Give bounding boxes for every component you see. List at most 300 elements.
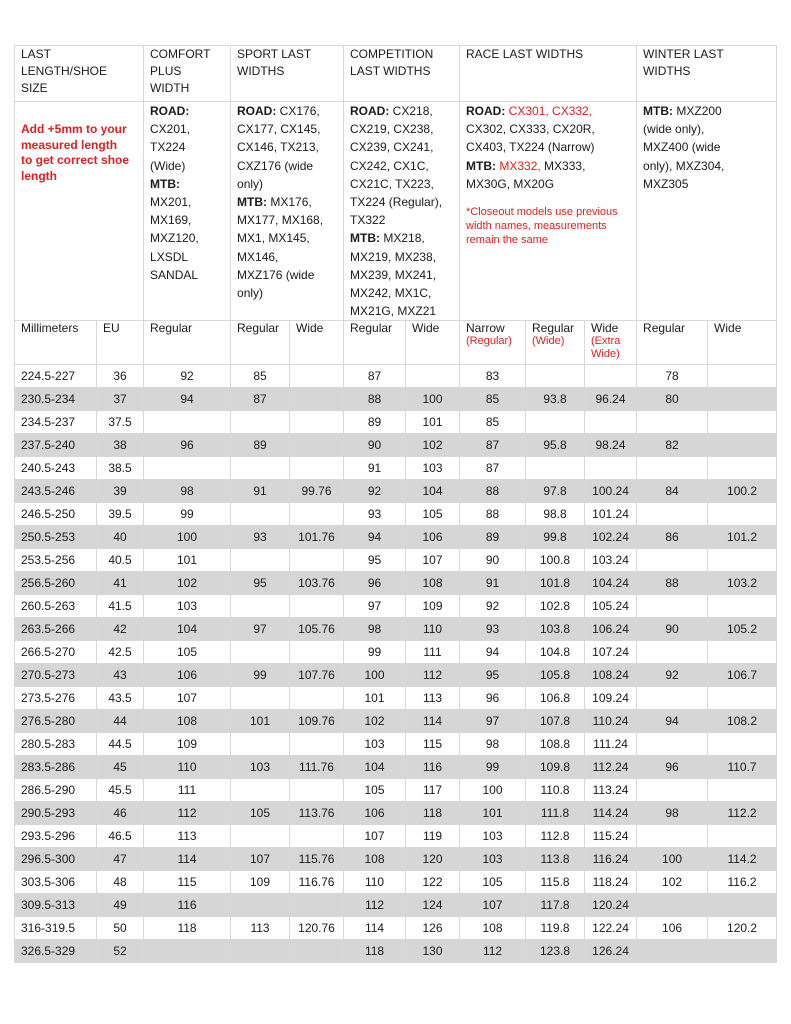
cell-comp-regular: 100 [344, 664, 406, 687]
cell-sport-wide: 109.76 [290, 710, 344, 733]
table-row [15, 480, 777, 503]
table-row [15, 411, 777, 434]
cell-sport-wide [290, 411, 344, 434]
cell-comp-wide: 106 [406, 526, 460, 549]
cell-sport-wide: 120.76 [290, 917, 344, 940]
cell-comp-regular: 108 [344, 848, 406, 871]
cell-race-wide: 115.24 [585, 825, 637, 848]
cell-race-wide: 108.24 [585, 664, 637, 687]
cell-comp-regular: 97 [344, 595, 406, 618]
cell-race-narrow: 107 [460, 894, 526, 917]
cell-sport-regular [231, 825, 290, 848]
shoe-size-table [14, 45, 777, 963]
cell-comp-regular: 92 [344, 480, 406, 503]
cell-winter-wide: 101.2 [708, 526, 777, 549]
cell-comfort-regular: 110 [144, 756, 231, 779]
cell-comp-regular: 112 [344, 894, 406, 917]
cell-sport-wide [290, 940, 344, 963]
cell-sport-regular [231, 411, 290, 434]
cell-sport-regular: 85 [231, 365, 290, 388]
cell-race-regular: 93.8 [526, 388, 585, 411]
cell-comfort-regular: 111 [144, 779, 231, 802]
cell-comp-regular: 94 [344, 526, 406, 549]
table-row [15, 802, 777, 825]
cell-comfort-regular: 96 [144, 434, 231, 457]
cell-comp-wide: 114 [406, 710, 460, 733]
cell-winter-regular: 98 [637, 802, 708, 825]
cell-eu: 37.5 [97, 411, 144, 434]
cell-sport-wide: 115.76 [290, 848, 344, 871]
cell-comp-wide: 107 [406, 549, 460, 572]
cell-sport-regular [231, 894, 290, 917]
cell-race-narrow: 94 [460, 641, 526, 664]
cell-winter-regular: 78 [637, 365, 708, 388]
cell-race-wide: 109.24 [585, 687, 637, 710]
cell-race-narrow: 88 [460, 503, 526, 526]
cell-eu: 45.5 [97, 779, 144, 802]
cell-comfort-regular: 102 [144, 572, 231, 595]
table-row [15, 894, 777, 917]
cell-eu: 39.5 [97, 503, 144, 526]
cell-comp-wide: 109 [406, 595, 460, 618]
table-row [15, 457, 777, 480]
cell-eu: 43.5 [97, 687, 144, 710]
cell-millimeters: 234.5-237 [15, 411, 97, 434]
cell-winter-wide [708, 779, 777, 802]
cell-race-regular [526, 457, 585, 480]
cell-millimeters: 256.5-260 [15, 572, 97, 595]
cell-eu: 44 [97, 710, 144, 733]
cell-sport-regular: 103 [231, 756, 290, 779]
cell-winter-wide [708, 687, 777, 710]
cell-sport-wide [290, 595, 344, 618]
cell-comp-wide: 111 [406, 641, 460, 664]
cell-sport-regular [231, 779, 290, 802]
table-row [15, 710, 777, 733]
cell-winter-wide [708, 434, 777, 457]
table-row [15, 595, 777, 618]
cell-sport-wide [290, 503, 344, 526]
cell-comfort-regular: 115 [144, 871, 231, 894]
cell-race-wide: 101.24 [585, 503, 637, 526]
cell-winter-wide: 120.2 [708, 917, 777, 940]
competition-models: ROAD: CX218, CX219, CX238, CX239, CX241, CX242, CX1C, CX21C, TX223, TX224 (Regular), TX322 MTB: MX218, MX219, MX238, MX239, MX241, MX242, MX1C, MX21G, MXZ21 [344, 102, 460, 321]
cell-comp-wide: 110 [406, 618, 460, 641]
table-row [15, 572, 777, 595]
cell-comp-regular: 105 [344, 779, 406, 802]
cell-sport-wide [290, 733, 344, 756]
cell-comp-wide: 101 [406, 411, 460, 434]
header-comfort-plus: COMFORT PLUS WIDTH [144, 46, 231, 102]
cell-winter-wide: 110.7 [708, 756, 777, 779]
cell-eu: 48 [97, 871, 144, 894]
cell-race-narrow: 97 [460, 710, 526, 733]
winter-models: MTB: MXZ200 (wide only), MXZ400 (wide only), MXZ304, MXZ305 [637, 102, 777, 321]
subheader-comfort-regular: Regular [144, 321, 231, 365]
cell-sport-regular [231, 595, 290, 618]
cell-comfort-regular: 116 [144, 894, 231, 917]
cell-millimeters: 290.5-293 [15, 802, 97, 825]
cell-sport-regular: 97 [231, 618, 290, 641]
cell-eu: 52 [97, 940, 144, 963]
cell-race-narrow: 108 [460, 917, 526, 940]
race-models: ROAD: CX301, CX332, CX302, CX333, CX20R, CX403, TX224 (Narrow) MTB: MX332, MX333, MX30G, MX20G *Closeout models use previous width names, measurements remain the same [460, 102, 637, 321]
cell-eu: 41.5 [97, 595, 144, 618]
table-row [15, 756, 777, 779]
cell-comp-wide: 108 [406, 572, 460, 595]
table-row [15, 779, 777, 802]
table-row [15, 641, 777, 664]
cell-comp-regular: 98 [344, 618, 406, 641]
cell-comp-wide: 117 [406, 779, 460, 802]
cell-race-wide: 102.24 [585, 526, 637, 549]
cell-sport-wide: 101.76 [290, 526, 344, 549]
cell-winter-regular: 100 [637, 848, 708, 871]
cell-sport-regular: 109 [231, 871, 290, 894]
cell-comp-regular: 93 [344, 503, 406, 526]
cell-race-regular: 117.8 [526, 894, 585, 917]
cell-comp-regular: 106 [344, 802, 406, 825]
cell-comp-wide: 103 [406, 457, 460, 480]
cell-eu: 42.5 [97, 641, 144, 664]
cell-eu: 43 [97, 664, 144, 687]
cell-millimeters: 276.5-280 [15, 710, 97, 733]
cell-comp-regular: 88 [344, 388, 406, 411]
subheader-sport-wide: Wide [290, 321, 344, 365]
cell-race-regular: 101.8 [526, 572, 585, 595]
cell-comfort-regular: 104 [144, 618, 231, 641]
cell-sport-regular [231, 733, 290, 756]
cell-comp-regular: 95 [344, 549, 406, 572]
cell-winter-regular: 90 [637, 618, 708, 641]
table-row [15, 848, 777, 871]
cell-winter-regular [637, 825, 708, 848]
cell-race-wide [585, 411, 637, 434]
cell-comp-wide: 122 [406, 871, 460, 894]
cell-race-wide: 107.24 [585, 641, 637, 664]
cell-race-narrow: 96 [460, 687, 526, 710]
cell-winter-wide [708, 457, 777, 480]
cell-millimeters: 309.5-313 [15, 894, 97, 917]
cell-winter-wide [708, 641, 777, 664]
subheader-winter-wide: Wide [708, 321, 777, 365]
cell-comp-wide: 130 [406, 940, 460, 963]
cell-winter-wide [708, 411, 777, 434]
cell-race-regular: 106.8 [526, 687, 585, 710]
cell-race-regular: 95.8 [526, 434, 585, 457]
cell-race-wide: 98.24 [585, 434, 637, 457]
cell-race-wide [585, 457, 637, 480]
cell-eu: 46.5 [97, 825, 144, 848]
cell-race-wide: 105.24 [585, 595, 637, 618]
cell-millimeters: 286.5-290 [15, 779, 97, 802]
sport-models: ROAD: CX176, CX177, CX145, CX146, TX213, CXZ176 (wide only) MTB: MX176, MX177, MX168, MX1, MX145, MX146, MXZ176 (wide only) [231, 102, 344, 321]
cell-millimeters: 243.5-246 [15, 480, 97, 503]
cell-winter-regular [637, 503, 708, 526]
cell-millimeters: 296.5-300 [15, 848, 97, 871]
cell-sport-regular [231, 503, 290, 526]
cell-race-narrow: 105 [460, 871, 526, 894]
cell-sport-wide [290, 457, 344, 480]
cell-comp-wide [406, 365, 460, 388]
cell-winter-regular [637, 733, 708, 756]
cell-sport-wide: 111.76 [290, 756, 344, 779]
cell-eu: 39 [97, 480, 144, 503]
cell-eu: 36 [97, 365, 144, 388]
cell-winter-wide: 105.2 [708, 618, 777, 641]
cell-winter-wide: 106.7 [708, 664, 777, 687]
cell-millimeters: 237.5-240 [15, 434, 97, 457]
cell-comfort-regular [144, 411, 231, 434]
header-competition: COMPETITION LAST WIDTHS [344, 46, 460, 102]
cell-comp-regular: 89 [344, 411, 406, 434]
cell-race-regular: 100.8 [526, 549, 585, 572]
cell-comp-regular: 110 [344, 871, 406, 894]
cell-winter-regular [637, 779, 708, 802]
cell-millimeters: 280.5-283 [15, 733, 97, 756]
cell-comfort-regular: 109 [144, 733, 231, 756]
cell-race-regular: 105.8 [526, 664, 585, 687]
cell-race-regular: 104.8 [526, 641, 585, 664]
cell-sport-regular: 87 [231, 388, 290, 411]
cell-millimeters: 253.5-256 [15, 549, 97, 572]
cell-race-narrow: 100 [460, 779, 526, 802]
cell-comfort-regular: 100 [144, 526, 231, 549]
cell-race-wide: 96.24 [585, 388, 637, 411]
cell-millimeters: 293.5-296 [15, 825, 97, 848]
subheader-race-wide: Wide (Extra Wide) [585, 321, 637, 365]
cell-sport-wide: 113.76 [290, 802, 344, 825]
cell-millimeters: 224.5-227 [15, 365, 97, 388]
cell-sport-wide [290, 388, 344, 411]
cell-race-regular: 111.8 [526, 802, 585, 825]
cell-race-narrow: 83 [460, 365, 526, 388]
cell-winter-regular: 96 [637, 756, 708, 779]
cell-sport-regular: 93 [231, 526, 290, 549]
cell-sport-wide [290, 825, 344, 848]
cell-comfort-regular: 106 [144, 664, 231, 687]
cell-comfort-regular: 98 [144, 480, 231, 503]
cell-sport-regular: 95 [231, 572, 290, 595]
subheader-sport-regular: Regular [231, 321, 290, 365]
cell-sport-wide [290, 779, 344, 802]
cell-comp-wide: 126 [406, 917, 460, 940]
cell-comp-wide: 120 [406, 848, 460, 871]
cell-comfort-regular: 94 [144, 388, 231, 411]
cell-winter-regular: 94 [637, 710, 708, 733]
subheader-eu: EU [97, 321, 144, 365]
cell-race-regular: 115.8 [526, 871, 585, 894]
cell-winter-wide [708, 595, 777, 618]
cell-sport-wide [290, 641, 344, 664]
cell-race-wide: 110.24 [585, 710, 637, 733]
cell-winter-wide: 103.2 [708, 572, 777, 595]
cell-millimeters: 230.5-234 [15, 388, 97, 411]
subheader-race-narrow: Narrow (Regular) [460, 321, 526, 365]
cell-comfort-regular: 108 [144, 710, 231, 733]
cell-millimeters: 326.5-329 [15, 940, 97, 963]
cell-eu: 42 [97, 618, 144, 641]
cell-millimeters: 246.5-250 [15, 503, 97, 526]
cell-sport-regular [231, 549, 290, 572]
cell-comp-wide: 105 [406, 503, 460, 526]
cell-comp-wide: 116 [406, 756, 460, 779]
cell-sport-regular: 101 [231, 710, 290, 733]
cell-winter-wide [708, 825, 777, 848]
cell-eu: 44.5 [97, 733, 144, 756]
cell-race-narrow: 93 [460, 618, 526, 641]
cell-comfort-regular [144, 457, 231, 480]
cell-millimeters: 250.5-253 [15, 526, 97, 549]
cell-winter-regular [637, 549, 708, 572]
cell-winter-regular [637, 641, 708, 664]
cell-winter-regular: 102 [637, 871, 708, 894]
cell-comfort-regular: 114 [144, 848, 231, 871]
cell-race-narrow: 95 [460, 664, 526, 687]
cell-eu: 41 [97, 572, 144, 595]
cell-race-narrow: 87 [460, 434, 526, 457]
table-row [15, 733, 777, 756]
cell-race-narrow: 92 [460, 595, 526, 618]
cell-comfort-regular: 107 [144, 687, 231, 710]
cell-winter-wide [708, 503, 777, 526]
cell-winter-regular [637, 940, 708, 963]
cell-comfort-regular: 103 [144, 595, 231, 618]
cell-comp-regular: 107 [344, 825, 406, 848]
table-row [15, 687, 777, 710]
subheader-winter-regular: Regular [637, 321, 708, 365]
cell-race-wide: 112.24 [585, 756, 637, 779]
subheader-row [15, 321, 777, 365]
cell-comp-regular: 99 [344, 641, 406, 664]
cell-sport-wide: 116.76 [290, 871, 344, 894]
cell-winter-regular [637, 894, 708, 917]
table-row [15, 434, 777, 457]
cell-comp-wide: 119 [406, 825, 460, 848]
cell-winter-wide [708, 733, 777, 756]
cell-millimeters: 263.5-266 [15, 618, 97, 641]
table-row [15, 503, 777, 526]
cell-race-wide: 103.24 [585, 549, 637, 572]
cell-sport-wide: 107.76 [290, 664, 344, 687]
cell-race-wide: 116.24 [585, 848, 637, 871]
cell-race-narrow: 88 [460, 480, 526, 503]
cell-race-wide: 106.24 [585, 618, 637, 641]
cell-comp-regular: 114 [344, 917, 406, 940]
cell-comp-regular: 101 [344, 687, 406, 710]
cell-comp-regular: 96 [344, 572, 406, 595]
subheader-comp-wide: Wide [406, 321, 460, 365]
cell-race-wide: 118.24 [585, 871, 637, 894]
cell-race-regular: 113.8 [526, 848, 585, 871]
cell-winter-wide: 112.2 [708, 802, 777, 825]
cell-sport-wide [290, 687, 344, 710]
table-row [15, 526, 777, 549]
cell-sport-regular: 107 [231, 848, 290, 871]
cell-race-narrow: 87 [460, 457, 526, 480]
closeout-note: *Closeout models use previous width names, measurements remain the same [466, 206, 618, 247]
cell-race-narrow: 85 [460, 411, 526, 434]
cell-sport-regular [231, 687, 290, 710]
cell-winter-regular: 82 [637, 434, 708, 457]
cell-comp-wide: 113 [406, 687, 460, 710]
cell-sport-wide: 105.76 [290, 618, 344, 641]
cell-race-regular: 112.8 [526, 825, 585, 848]
cell-race-narrow: 103 [460, 848, 526, 871]
cell-race-wide: 104.24 [585, 572, 637, 595]
cell-winter-wide [708, 549, 777, 572]
cell-millimeters: 303.5-306 [15, 871, 97, 894]
cell-race-wide [585, 365, 637, 388]
cell-comp-wide: 104 [406, 480, 460, 503]
cell-race-narrow: 112 [460, 940, 526, 963]
cell-eu: 38.5 [97, 457, 144, 480]
cell-winter-regular: 92 [637, 664, 708, 687]
cell-winter-wide [708, 894, 777, 917]
cell-race-regular: 102.8 [526, 595, 585, 618]
cell-comp-regular: 103 [344, 733, 406, 756]
cell-winter-regular: 80 [637, 388, 708, 411]
cell-race-wide: 114.24 [585, 802, 637, 825]
table-row [15, 618, 777, 641]
cell-comp-regular: 118 [344, 940, 406, 963]
cell-race-wide: 111.24 [585, 733, 637, 756]
cell-sport-wide: 103.76 [290, 572, 344, 595]
cell-winter-wide [708, 940, 777, 963]
cell-eu: 37 [97, 388, 144, 411]
cell-millimeters: 240.5-243 [15, 457, 97, 480]
table-row [15, 825, 777, 848]
table-row [15, 940, 777, 963]
cell-comp-wide: 118 [406, 802, 460, 825]
cell-race-narrow: 103 [460, 825, 526, 848]
cell-millimeters: 273.5-276 [15, 687, 97, 710]
cell-eu: 40.5 [97, 549, 144, 572]
header-winter: WINTER LAST WIDTHS [637, 46, 777, 102]
cell-winter-regular: 84 [637, 480, 708, 503]
cell-comfort-regular: 112 [144, 802, 231, 825]
cell-winter-wide: 114.2 [708, 848, 777, 871]
table-row [15, 917, 777, 940]
cell-comp-wide: 102 [406, 434, 460, 457]
cell-comfort-regular: 101 [144, 549, 231, 572]
subheader-millimeters: Millimeters [15, 321, 97, 365]
cell-winter-regular: 88 [637, 572, 708, 595]
cell-winter-regular [637, 595, 708, 618]
cell-sport-wide [290, 434, 344, 457]
cell-eu: 46 [97, 802, 144, 825]
models-row [15, 102, 777, 321]
cell-sport-wide [290, 894, 344, 917]
cell-race-regular: 97.8 [526, 480, 585, 503]
cell-race-narrow: 89 [460, 526, 526, 549]
cell-comp-wide: 112 [406, 664, 460, 687]
cell-race-wide: 126.24 [585, 940, 637, 963]
cell-comfort-regular: 113 [144, 825, 231, 848]
cell-winter-wide: 116.2 [708, 871, 777, 894]
cell-comp-regular: 87 [344, 365, 406, 388]
cell-winter-wide [708, 388, 777, 411]
cell-sport-regular: 113 [231, 917, 290, 940]
cell-race-regular: 110.8 [526, 779, 585, 802]
cell-winter-wide: 108.2 [708, 710, 777, 733]
cell-winter-regular [637, 411, 708, 434]
table-row [15, 549, 777, 572]
cell-race-narrow: 99 [460, 756, 526, 779]
cell-winter-regular: 106 [637, 917, 708, 940]
cell-comfort-regular: 99 [144, 503, 231, 526]
cell-race-regular: 109.8 [526, 756, 585, 779]
